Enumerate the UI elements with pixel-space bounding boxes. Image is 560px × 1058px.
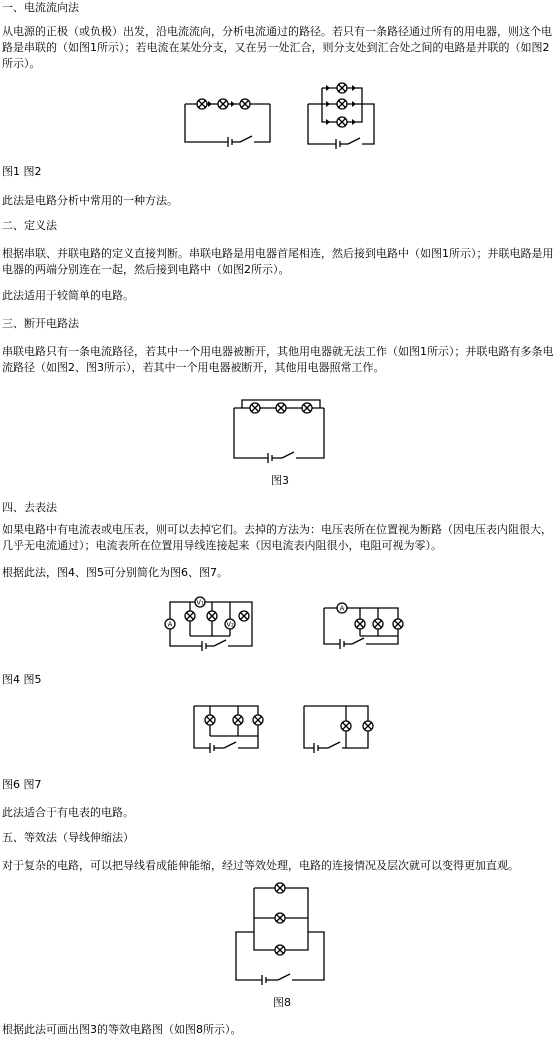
lamp-icon bbox=[233, 715, 243, 725]
lamp-icon bbox=[207, 611, 217, 621]
lamp-icon bbox=[337, 99, 347, 109]
figure-3-circuit bbox=[228, 398, 332, 468]
figure-8-equivalent-circuit bbox=[232, 880, 332, 990]
figure-1-series-circuit bbox=[180, 92, 280, 152]
voltmeter-2-icon bbox=[225, 619, 235, 629]
lamp-icon bbox=[337, 83, 347, 93]
section-3-title: 三、断开电路法 bbox=[2, 317, 79, 330]
figure-2-parallel-circuit bbox=[302, 82, 382, 154]
voltmeter-1-icon bbox=[195, 597, 205, 607]
section-2-body: 根据串联、并联电路的定义直接判断。串联电路是用电器首尾相连，然后接到电路中（如图1所示）；并联电路是用电器的两端分别连在一起，然后接到电路中（如图2所示）。 bbox=[2, 247, 554, 276]
lamp-icon bbox=[302, 403, 312, 413]
lamp-icon bbox=[276, 403, 286, 413]
section-5-title: 五、等效法（导线伸缩法） bbox=[2, 831, 134, 844]
svg-text:V₁: V₁ bbox=[196, 598, 204, 607]
figure-4-circuit bbox=[162, 596, 262, 658]
lamp-icon bbox=[355, 619, 365, 629]
figure-7-circuit bbox=[302, 702, 382, 758]
section-4-note: 根据此法，图4、图5可分别简化为图6、图7。 bbox=[2, 566, 228, 579]
figure-5-circuit bbox=[320, 598, 410, 658]
svg-text:V₂: V₂ bbox=[226, 620, 234, 629]
lamp-icon bbox=[341, 721, 351, 731]
figure-6-7-caption: 图6 图7 bbox=[2, 778, 42, 791]
figure-6-circuit bbox=[190, 702, 270, 758]
lamp-icon bbox=[240, 99, 250, 109]
lamp-icon bbox=[250, 403, 260, 413]
section-1-note: 此法是电路分析中常用的一种方法。 bbox=[2, 194, 178, 207]
section-4-note-2: 此法适合于有电表的电路。 bbox=[2, 806, 134, 819]
section-2-title: 二、定义法 bbox=[2, 219, 57, 232]
section-2-note: 此法适用于较简单的电路。 bbox=[2, 289, 134, 302]
lamp-icon bbox=[218, 99, 228, 109]
section-3-body: 串联电路只有一条电流路径，若其中一个用电器被断开，其他用电器就无法工作（如图1所示）；并联电路有多条电流路径（如图2、图3所示），若其中一个用电器被断开，其他用电器照常工作。 bbox=[2, 345, 554, 374]
lamp-icon bbox=[275, 945, 285, 955]
section-5-note: 根据此法可画出图3的等效电路图（如图8所示）。 bbox=[2, 1023, 242, 1036]
lamp-icon bbox=[275, 883, 285, 893]
lamp-icon bbox=[337, 117, 347, 127]
lamp-icon bbox=[393, 619, 403, 629]
section-1-title: 一、电流流向法 bbox=[2, 1, 79, 14]
section-4-title: 四、去表法 bbox=[2, 501, 57, 514]
ammeter-icon bbox=[165, 619, 175, 629]
figure-1-2-caption: 图1 图2 bbox=[2, 165, 42, 178]
lamp-icon bbox=[275, 913, 285, 923]
lamp-icon bbox=[373, 619, 383, 629]
lamp-icon bbox=[185, 611, 195, 621]
svg-text:A: A bbox=[339, 604, 345, 613]
lamp-icon bbox=[205, 715, 215, 725]
lamp-icon bbox=[197, 99, 207, 109]
figure-3-caption: 图3 bbox=[271, 474, 289, 487]
figure-4-5-caption: 图4 图5 bbox=[2, 673, 42, 686]
section-1-body: 从电源的正极（或负极）出发，沿电流流向，分析电流通过的路径。若只有一条路径通过所有的用电器，则这个电路是串联的（如图1所示）；若电流在某处分支，又在另一处汇合，则分支处到汇合处之间的电路是并联的（如图2所示）。 bbox=[2, 25, 552, 70]
figure-8-caption: 图8 bbox=[273, 996, 291, 1009]
svg-text:A: A bbox=[167, 620, 173, 629]
ammeter-icon bbox=[337, 603, 347, 613]
lamp-icon bbox=[253, 715, 263, 725]
section-4-body: 如果电路中有电流表或电压表，则可以去掉它们。去掉的方法为：电压表所在位置视为断路（因电压表内阻很大，几乎无电流通过）；电流表所在位置用导线连接起来（因电流表内阻很小，电阻可视为零）。 bbox=[2, 523, 552, 552]
section-5-body: 对于复杂的电路，可以把导线看成能伸能缩，经过等效处理，电路的连接情况及层次就可以变得更加直观。 bbox=[2, 859, 519, 872]
lamp-icon bbox=[239, 611, 249, 621]
lamp-icon bbox=[363, 721, 373, 731]
